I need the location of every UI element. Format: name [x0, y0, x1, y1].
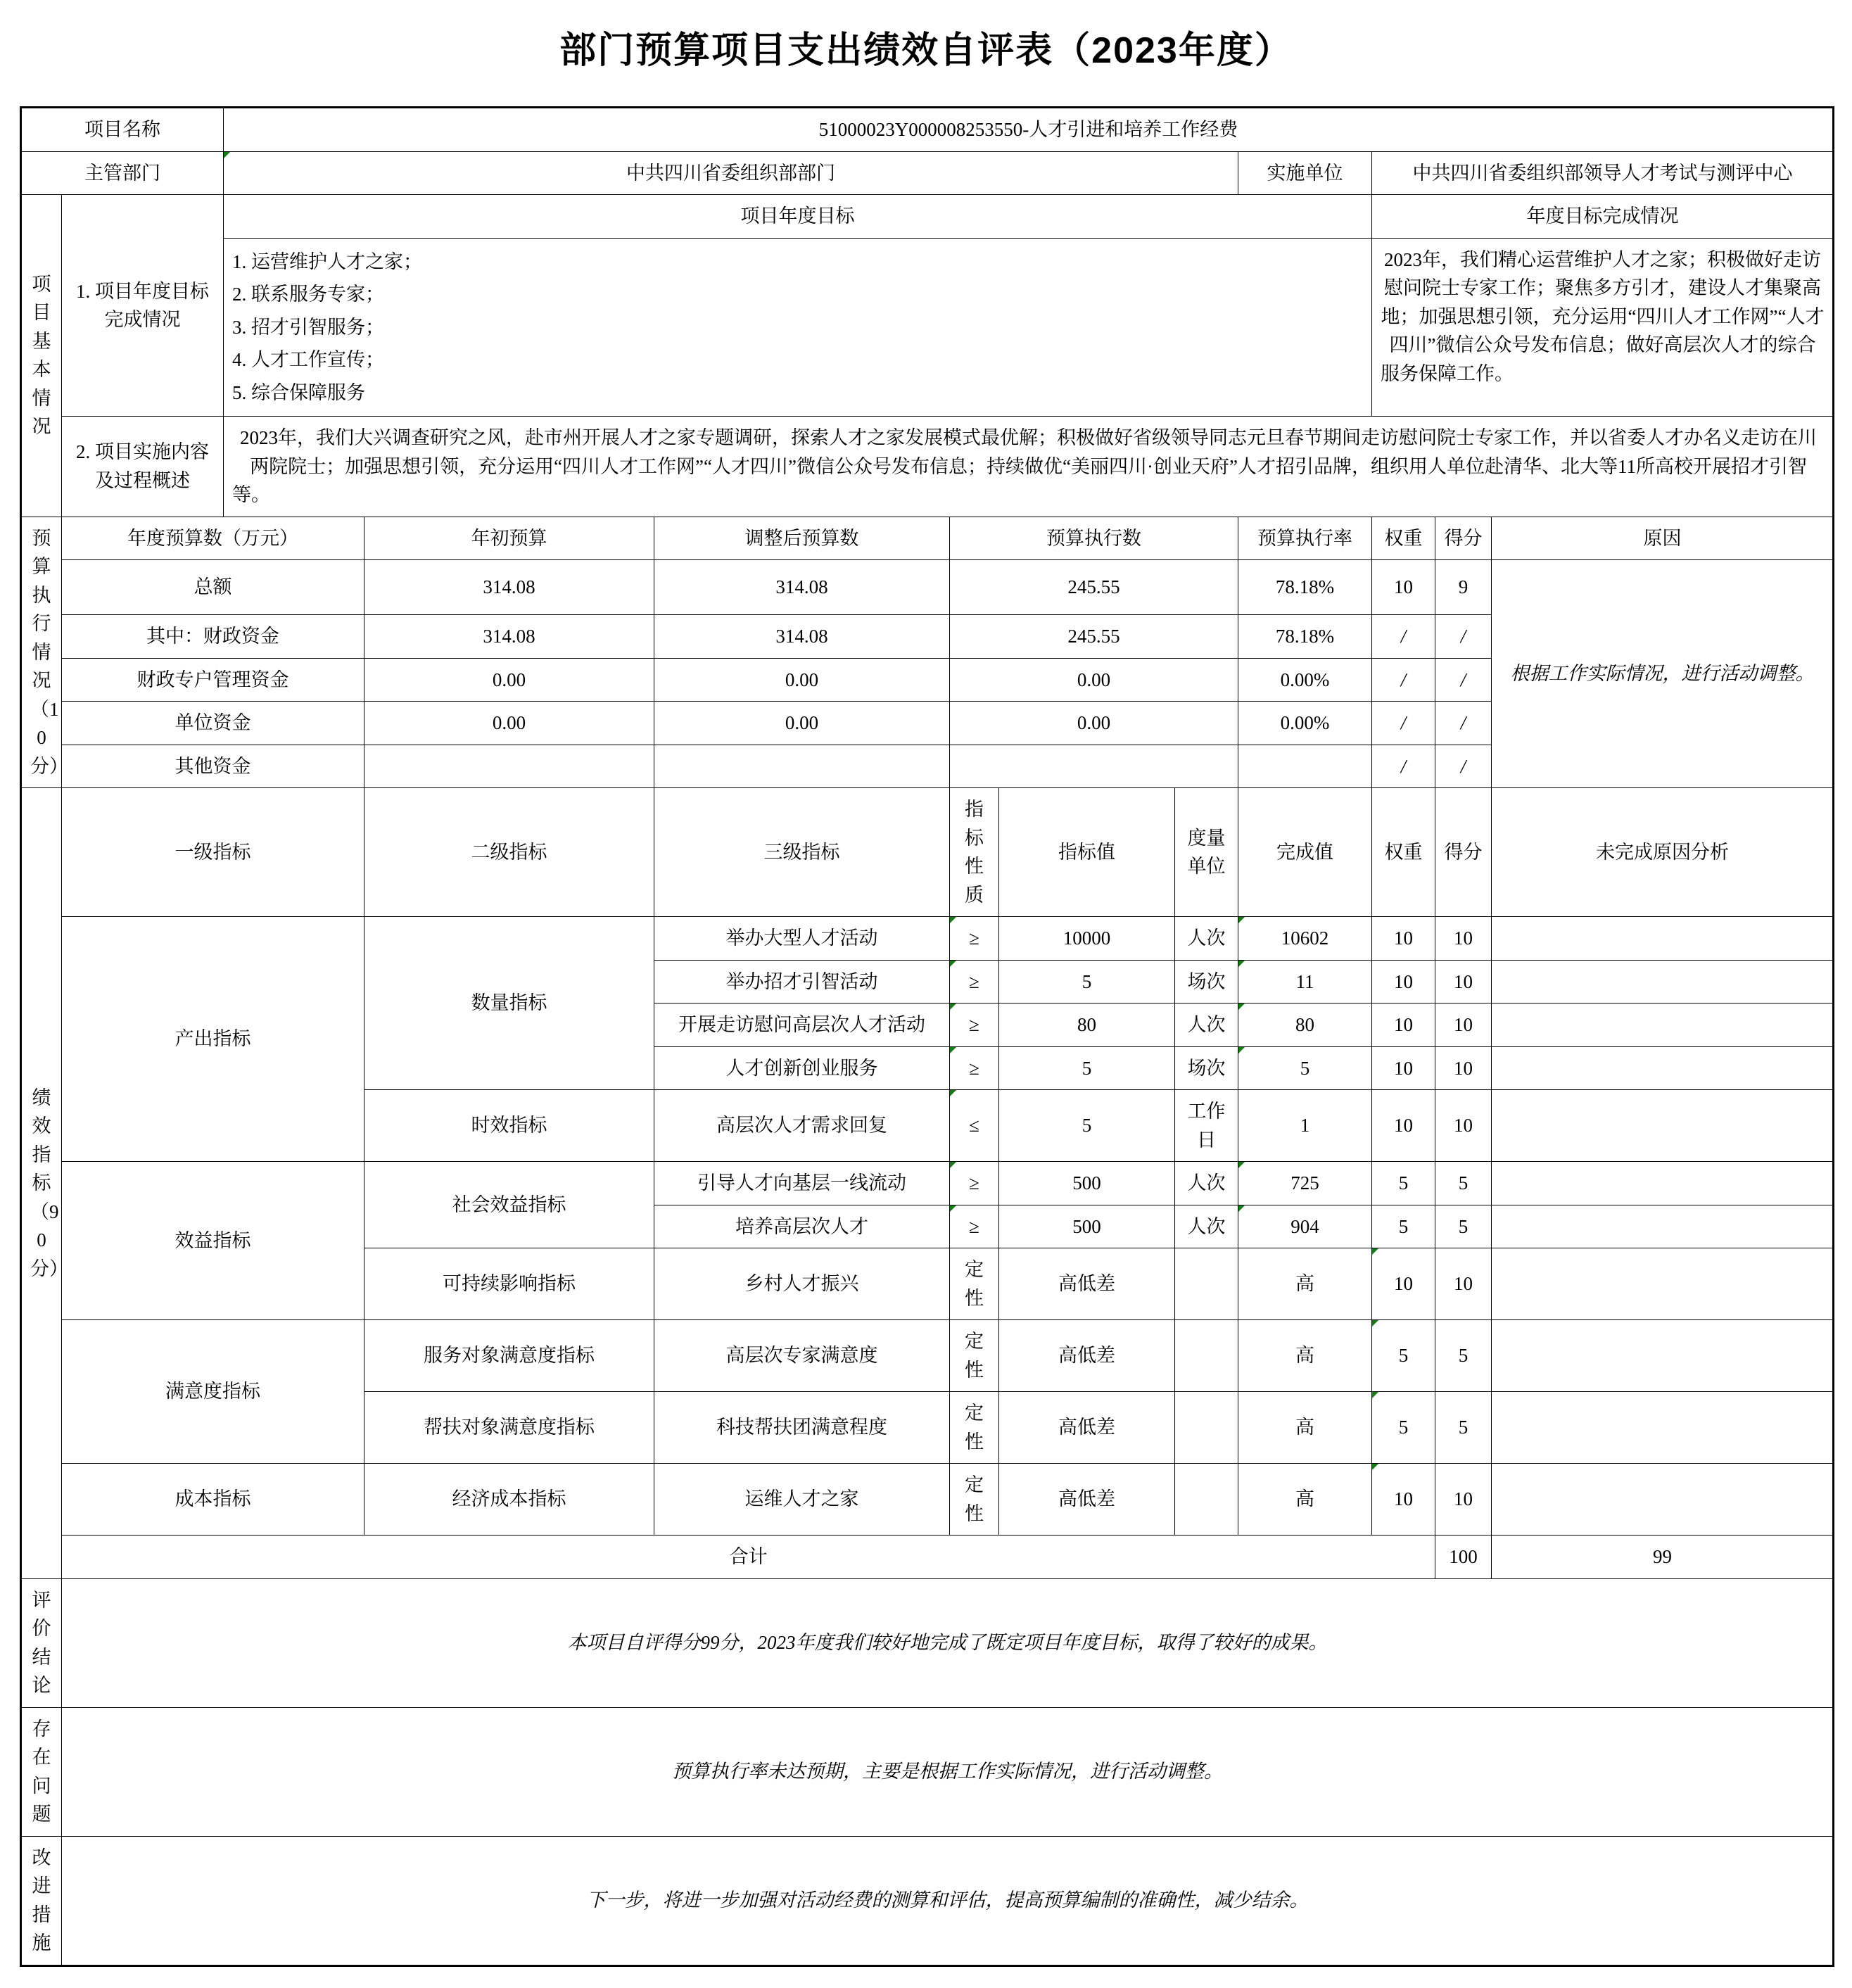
perf-l1: 成本指标	[62, 1464, 364, 1536]
perf-l3: 高层次专家满意度	[654, 1320, 950, 1392]
perf-actual: 1	[1238, 1090, 1372, 1162]
goal-item: 2. 联系服务专家；	[232, 284, 384, 305]
goal-item: 3. 招才引智服务；	[232, 316, 384, 338]
perf-target: 高低差	[999, 1464, 1175, 1536]
implementation-label: 2. 项目实施内容及过程概述	[62, 417, 224, 517]
row-basic-header	[21, 195, 1834, 239]
perf-l3: 举办招才引智活动	[654, 960, 950, 1004]
perf-score: 5	[1435, 1162, 1492, 1205]
perf-note	[1492, 960, 1834, 1004]
budget-row-score: /	[1435, 702, 1492, 745]
project-name-value: 51000023Y000008253550-人才引进和培养工作经费	[224, 108, 1834, 152]
perf-target: 高低差	[999, 1248, 1175, 1320]
perf-note	[1492, 1464, 1834, 1536]
goal-item: 5. 综合保障服务	[232, 381, 365, 403]
budget-row-label: 总额	[62, 560, 364, 615]
budget-row-initial: 314.08	[364, 560, 654, 615]
perf-row	[21, 1162, 1834, 1205]
problems-text: 预算执行率未达预期，主要是根据工作实际情况，进行活动调整。	[62, 1707, 1834, 1836]
perf-note	[1492, 1392, 1834, 1464]
perf-nature: 定性	[950, 1320, 999, 1392]
budget-row-score: /	[1435, 745, 1492, 788]
perf-target: 10000	[999, 917, 1175, 961]
perf-actual: 高	[1238, 1248, 1372, 1320]
goal-item: 4. 人才工作宣传；	[232, 349, 384, 370]
row-basic-goals	[21, 238, 1834, 417]
perf-nature: 定性	[950, 1248, 999, 1320]
row-problems	[21, 1707, 1834, 1836]
budget-row-executed: 0.00	[950, 702, 1238, 745]
perf-score: 5	[1435, 1205, 1492, 1248]
performance-side-label: 绩效指标（90分）	[21, 788, 62, 1579]
perf-nature: ≥	[950, 960, 999, 1004]
budget-row	[21, 560, 1834, 615]
budget-row-executed	[950, 745, 1238, 788]
perf-score: 10	[1435, 1248, 1492, 1320]
perf-l3: 高层次人才需求回复	[654, 1090, 950, 1162]
perf-l2: 可持续影响指标	[364, 1248, 654, 1320]
perf-actual: 11	[1238, 960, 1372, 1004]
budget-row-rate: 78.18%	[1238, 560, 1372, 615]
budget-row-initial	[364, 745, 654, 788]
perf-score: 10	[1435, 1090, 1492, 1162]
goal-completion-label: 1. 项目年度目标完成情况	[62, 195, 224, 417]
budget-col-rate: 预算执行率	[1238, 517, 1372, 560]
perf-actual: 10602	[1238, 917, 1372, 961]
budget-col-weight: 权重	[1372, 517, 1435, 560]
total-weight: 100	[1435, 1536, 1492, 1579]
perf-actual: 5	[1238, 1046, 1372, 1090]
perf-weight: 10	[1372, 917, 1435, 961]
budget-row-label: 单位资金	[62, 702, 364, 745]
perf-actual: 725	[1238, 1162, 1372, 1205]
budget-row-rate: 0.00%	[1238, 702, 1372, 745]
implementing-unit-label: 实施单位	[1238, 151, 1372, 195]
budget-row-score: /	[1435, 658, 1492, 702]
budget-row-weight: /	[1372, 702, 1435, 745]
row-department	[21, 151, 1834, 195]
budget-col-initial: 年初预算	[364, 517, 654, 560]
perf-weight: 10	[1372, 1004, 1435, 1047]
budget-row-rate: 78.18%	[1238, 615, 1372, 659]
basic-info-side-label: 项目基本情况	[21, 195, 62, 517]
budget-row-executed: 245.55	[950, 615, 1238, 659]
budget-row-executed: 0.00	[950, 658, 1238, 702]
perf-nature: 定性	[950, 1392, 999, 1464]
budget-col-adjusted: 调整后预算数	[654, 517, 950, 560]
row-conclusion	[21, 1578, 1834, 1707]
perf-score: 10	[1435, 1464, 1492, 1536]
perf-actual: 高	[1238, 1464, 1372, 1536]
perf-row	[21, 1464, 1834, 1536]
perf-l1: 产出指标	[62, 917, 364, 1162]
perf-l3: 人才创新创业服务	[654, 1046, 950, 1090]
perf-col-l2: 二级指标	[364, 788, 654, 917]
total-score: 99	[1492, 1536, 1834, 1579]
implementing-unit-value: 中共四川省委组织部领导人才考试与测评中心	[1372, 151, 1834, 195]
perf-nature: ≥	[950, 1205, 999, 1248]
budget-col-reason: 原因	[1492, 517, 1834, 560]
annual-goal-header: 项目年度目标	[224, 195, 1372, 239]
row-measures	[21, 1836, 1834, 1965]
perf-weight: 5	[1372, 1205, 1435, 1248]
budget-row-weight: 10	[1372, 560, 1435, 615]
row-total	[21, 1536, 1834, 1579]
perf-l3: 科技帮扶团满意程度	[654, 1392, 950, 1464]
perf-col-weight: 权重	[1372, 788, 1435, 917]
project-name-label: 项目名称	[21, 108, 224, 152]
budget-row-executed: 245.55	[950, 560, 1238, 615]
problems-label: 存在问题	[21, 1707, 62, 1836]
perf-col-nature: 指标性质	[950, 788, 999, 917]
perf-actual: 高	[1238, 1320, 1372, 1392]
perf-col-unit: 度量单位	[1175, 788, 1238, 917]
budget-row-adjusted: 314.08	[654, 615, 950, 659]
perf-weight: 10	[1372, 1248, 1435, 1320]
budget-row-adjusted: 314.08	[654, 560, 950, 615]
perf-actual: 高	[1238, 1392, 1372, 1464]
perf-target: 5	[999, 1046, 1175, 1090]
perf-row	[21, 917, 1834, 961]
perf-unit: 场次	[1175, 960, 1238, 1004]
perf-unit: 人次	[1175, 1162, 1238, 1205]
perf-weight: 10	[1372, 1090, 1435, 1162]
perf-note	[1492, 1162, 1834, 1205]
perf-weight: 10	[1372, 960, 1435, 1004]
perf-unit: 人次	[1175, 1004, 1238, 1047]
perf-score: 5	[1435, 1392, 1492, 1464]
budget-row-weight: /	[1372, 745, 1435, 788]
perf-l2: 时效指标	[364, 1090, 654, 1162]
perf-l2: 经济成本指标	[364, 1464, 654, 1536]
budget-col-name: 年度预算数（万元）	[62, 517, 364, 560]
supervising-dept-value: 中共四川省委组织部部门	[224, 151, 1238, 195]
perf-note	[1492, 1046, 1834, 1090]
conclusion-label: 评价结论	[21, 1578, 62, 1707]
perf-l2: 帮扶对象满意度指标	[364, 1392, 654, 1464]
budget-row-adjusted: 0.00	[654, 658, 950, 702]
perf-score: 10	[1435, 960, 1492, 1004]
perf-target: 5	[999, 960, 1175, 1004]
implementation-text: 2023年，我们大兴调查研究之风，赴市州开展人才之家专题调研，探索人才之家发展模式最优解；积极做好省级领导同志元旦春节期间走访慰问院士专家工作，并以省委人才办名义走访在川两院院士；加强思想引领，充分运用“四川人才工作网”“人才四川”微信公众号发布信息；持续做优“美丽四川·创业天府”人才招引品牌，组织用人单位赴清华、北大等11所高校开展招才引智等。	[224, 417, 1834, 517]
perf-unit: 工作日	[1175, 1090, 1238, 1162]
budget-row-adjusted: 0.00	[654, 702, 950, 745]
total-label: 合计	[62, 1536, 1435, 1579]
perf-nature: ≥	[950, 1046, 999, 1090]
budget-row-label: 财政专户管理资金	[62, 658, 364, 702]
budget-reason-text: 根据工作实际情况，进行活动调整。	[1492, 560, 1834, 788]
perf-l3: 运维人才之家	[654, 1464, 950, 1536]
row-budget-header	[21, 517, 1834, 560]
supervising-dept-label: 主管部门	[21, 151, 224, 195]
budget-row-weight: /	[1372, 615, 1435, 659]
budget-row-weight: /	[1372, 658, 1435, 702]
perf-l3: 举办大型人才活动	[654, 917, 950, 961]
perf-note	[1492, 1205, 1834, 1248]
perf-l3: 乡村人才振兴	[654, 1248, 950, 1320]
measures-label: 改进措施	[21, 1836, 62, 1965]
perf-weight: 5	[1372, 1162, 1435, 1205]
perf-target: 500	[999, 1162, 1175, 1205]
budget-row-score: /	[1435, 615, 1492, 659]
performance-self-evaluation-table	[20, 106, 1834, 1967]
goal-result-header: 年度目标完成情况	[1372, 195, 1834, 239]
perf-target: 5	[999, 1090, 1175, 1162]
budget-execution-side-label: 预算执行情况（10分）	[21, 517, 62, 788]
perf-col-note: 未完成原因分析	[1492, 788, 1834, 917]
perf-nature: 定性	[950, 1464, 999, 1536]
perf-note	[1492, 1320, 1834, 1392]
budget-col-executed: 预算执行数	[950, 517, 1238, 560]
annual-goal-list-cell	[224, 238, 1372, 417]
row-project-name	[21, 108, 1834, 152]
row-implementation-overview	[21, 417, 1834, 517]
perf-unit	[1175, 1248, 1238, 1320]
perf-col-target: 指标值	[999, 788, 1175, 917]
perf-target: 高低差	[999, 1320, 1175, 1392]
perf-weight: 5	[1372, 1392, 1435, 1464]
perf-weight: 10	[1372, 1046, 1435, 1090]
page-title: 部门预算项目支出绩效自评表（2023年度）	[559, 30, 1293, 71]
perf-l1: 效益指标	[62, 1162, 364, 1320]
budget-row-initial: 0.00	[364, 658, 654, 702]
perf-weight: 5	[1372, 1320, 1435, 1392]
perf-unit: 人次	[1175, 917, 1238, 961]
perf-actual: 904	[1238, 1205, 1372, 1248]
perf-unit	[1175, 1320, 1238, 1392]
perf-target: 高低差	[999, 1392, 1175, 1464]
conclusion-text: 本项目自评得分99分，2023年度我们较好地完成了既定项目年度目标，取得了较好的成果。	[62, 1578, 1834, 1707]
perf-l3: 开展走访慰问高层次人才活动	[654, 1004, 950, 1047]
perf-unit	[1175, 1464, 1238, 1536]
perf-score: 10	[1435, 1046, 1492, 1090]
perf-l1: 满意度指标	[62, 1320, 364, 1464]
budget-row-initial: 314.08	[364, 615, 654, 659]
perf-score: 10	[1435, 1004, 1492, 1047]
perf-l2: 社会效益指标	[364, 1162, 654, 1248]
perf-col-l3: 三级指标	[654, 788, 950, 917]
budget-col-score: 得分	[1435, 517, 1492, 560]
budget-row-initial: 0.00	[364, 702, 654, 745]
goal-result-text: 2023年，我们精心运营维护人才之家；积极做好走访慰问院士专家工作；聚焦多方引才，建设人才集聚高地；加强思想引领，充分运用“四川人才工作网”“人才四川”微信公众号发布信息；做好高层次人才的综合服务保障工作。	[1372, 238, 1834, 417]
row-perf-header	[21, 788, 1834, 917]
measures-text: 下一步，将进一步加强对活动经费的测算和评估，提高预算编制的准确性，减少结余。	[62, 1836, 1834, 1965]
perf-unit	[1175, 1392, 1238, 1464]
perf-l2: 服务对象满意度指标	[364, 1320, 654, 1392]
perf-target: 500	[999, 1205, 1175, 1248]
perf-nature: ≥	[950, 917, 999, 961]
perf-nature: ≥	[950, 1004, 999, 1047]
goal-item: 1. 运营维护人才之家；	[232, 251, 422, 272]
perf-note	[1492, 1090, 1834, 1162]
perf-weight: 10	[1372, 1464, 1435, 1536]
perf-note	[1492, 1004, 1834, 1047]
perf-col-score: 得分	[1435, 788, 1492, 917]
budget-row-label: 其他资金	[62, 745, 364, 788]
budget-row-adjusted	[654, 745, 950, 788]
perf-col-l1: 一级指标	[62, 788, 364, 917]
perf-unit: 人次	[1175, 1205, 1238, 1248]
annual-goal-list	[232, 246, 1363, 410]
perf-note	[1492, 917, 1834, 961]
perf-target: 80	[999, 1004, 1175, 1047]
perf-actual: 80	[1238, 1004, 1372, 1047]
perf-col-actual: 完成值	[1238, 788, 1372, 917]
perf-score: 10	[1435, 917, 1492, 961]
perf-l3: 培养高层次人才	[654, 1205, 950, 1248]
perf-l3: 引导人才向基层一线流动	[654, 1162, 950, 1205]
perf-note	[1492, 1248, 1834, 1320]
perf-unit: 场次	[1175, 1046, 1238, 1090]
budget-row-label: 其中：财政资金	[62, 615, 364, 659]
budget-row-score: 9	[1435, 560, 1492, 615]
perf-score: 5	[1435, 1320, 1492, 1392]
perf-nature: ≥	[950, 1162, 999, 1205]
budget-row-rate: 0.00%	[1238, 658, 1372, 702]
perf-l2: 数量指标	[364, 917, 654, 1090]
perf-row	[21, 1320, 1834, 1392]
perf-nature: ≤	[950, 1090, 999, 1162]
budget-row-rate	[1238, 745, 1372, 788]
